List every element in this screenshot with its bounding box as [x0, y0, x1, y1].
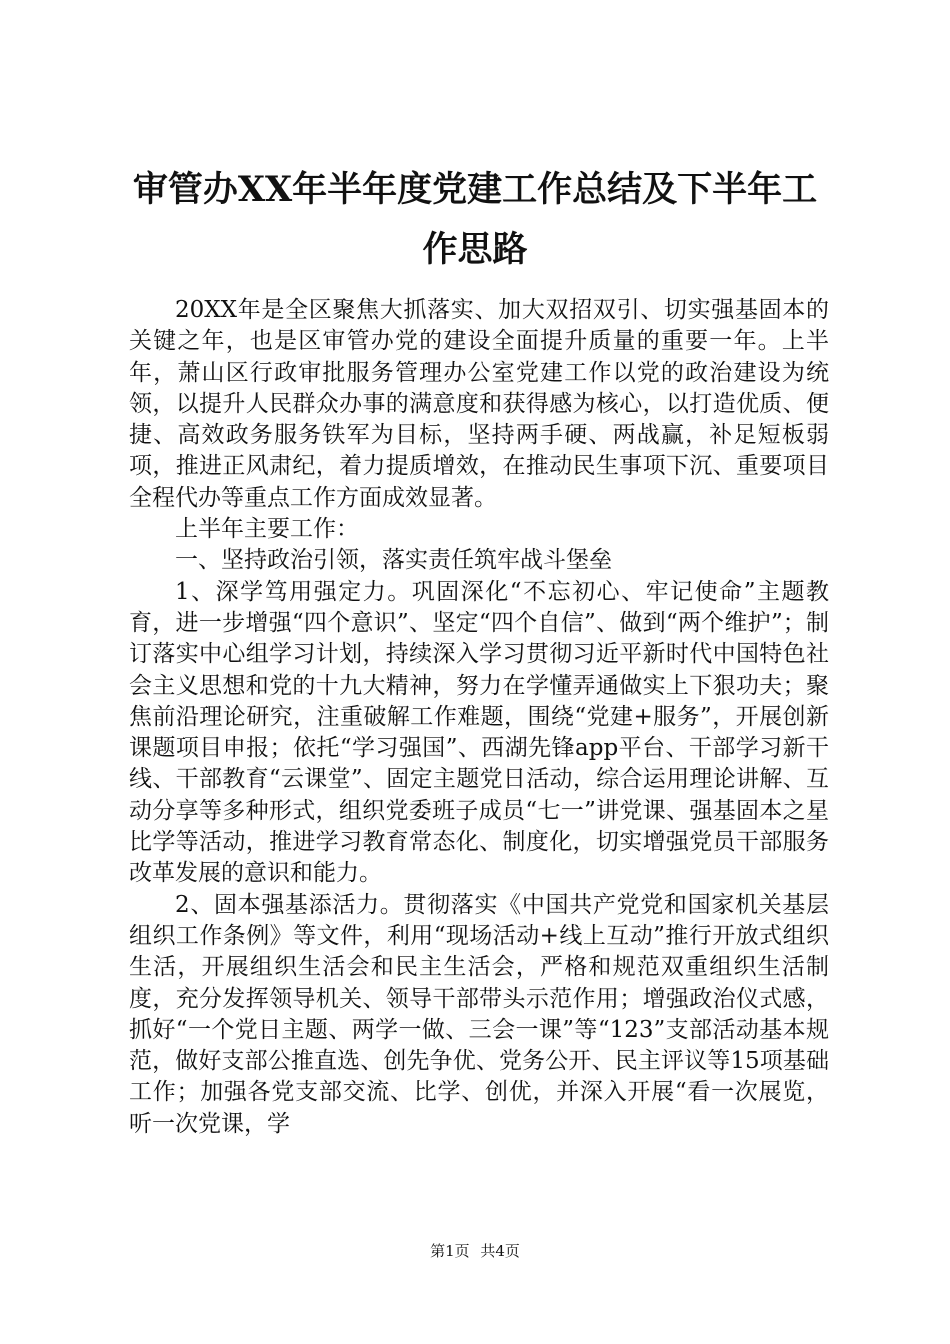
paragraph-section-one: 一、坚持政治引领，落实责任筑牢战斗堡垒	[175, 547, 612, 574]
paragraph-item-one: 1、深学笃用强定力。巩固深化“不忘初心、牢记使命”主题教育，进一步增强“四个意识”、坚定“四个自信”、做到“两个维护”；制订落实中心组学习计划，持续深入学习贯彻习近平新时代中国特色社会主义思想和党的十九大精神，努力在学懂弄通做实上下狠功夫；聚焦前沿理论研究，注重破解工作难题，围绕“党建+服务”，开展创新课题项目申报；依托“学习强国”、西湖先锋app平台、干部学习新干线、干部教育“云课堂”、固定主题党日活动，综合运用理论讲解、互动分享等多种形式，组织党委班子成员“七一”讲党课、强基固本之星比学等活动，推进学习教育常态化、制度化，切实增强党员干部服务改革发展的意识和能力。	[129, 578, 829, 887]
page-total: 共4页	[480, 1242, 520, 1260]
paragraph-heading-main-work: 上半年主要工作：	[175, 516, 359, 543]
page-footer	[0, 1240, 950, 1262]
document-body	[129, 295, 829, 1140]
paragraph-intro: 20XX年是全区聚焦大抓落实、加大双招双引、切实强基固本的关键之年，也是区审管办党的建设全面提升质量的重要一年。上半年，萧山区行政审批服务管理办公室党建工作以党的政治建设为统领，以提升人民群众办事的满意度和获得感为核心，以打造优质、便捷、高效政务服务铁军为目标，坚持两手硬、两战赢，补足短板弱项，推进正风肃纪，着力提质增效，在推动民生事项下沉、重要项目全程代办等重点工作方面成效显著。	[129, 297, 829, 511]
page-number: 第1页	[430, 1242, 470, 1260]
document-title: 审管办XX年半年度党建工作总结及下半年工作思路	[132, 169, 818, 270]
paragraph-item-two: 2、固本强基添活力。贯彻落实《中国共产党党和国家机关基层组织工作条例》等文件，利用“现场活动+线上互动”推行开放式组织生活，开展组织生活会和民主生活会，严格和规范双重组织生活制度，充分发挥领导机关、领导干部带头示范作用；增强政治仪式感，抓好“一个党日主题、两学一做、三会一课”等“123”支部活动基本规范，做好支部公推直选、创先争优、党务公开、民主评议等15项基础工作；加强各党支部交流、比学、创优，并深入开展“看一次展览，听一次党课，学	[129, 891, 829, 1137]
